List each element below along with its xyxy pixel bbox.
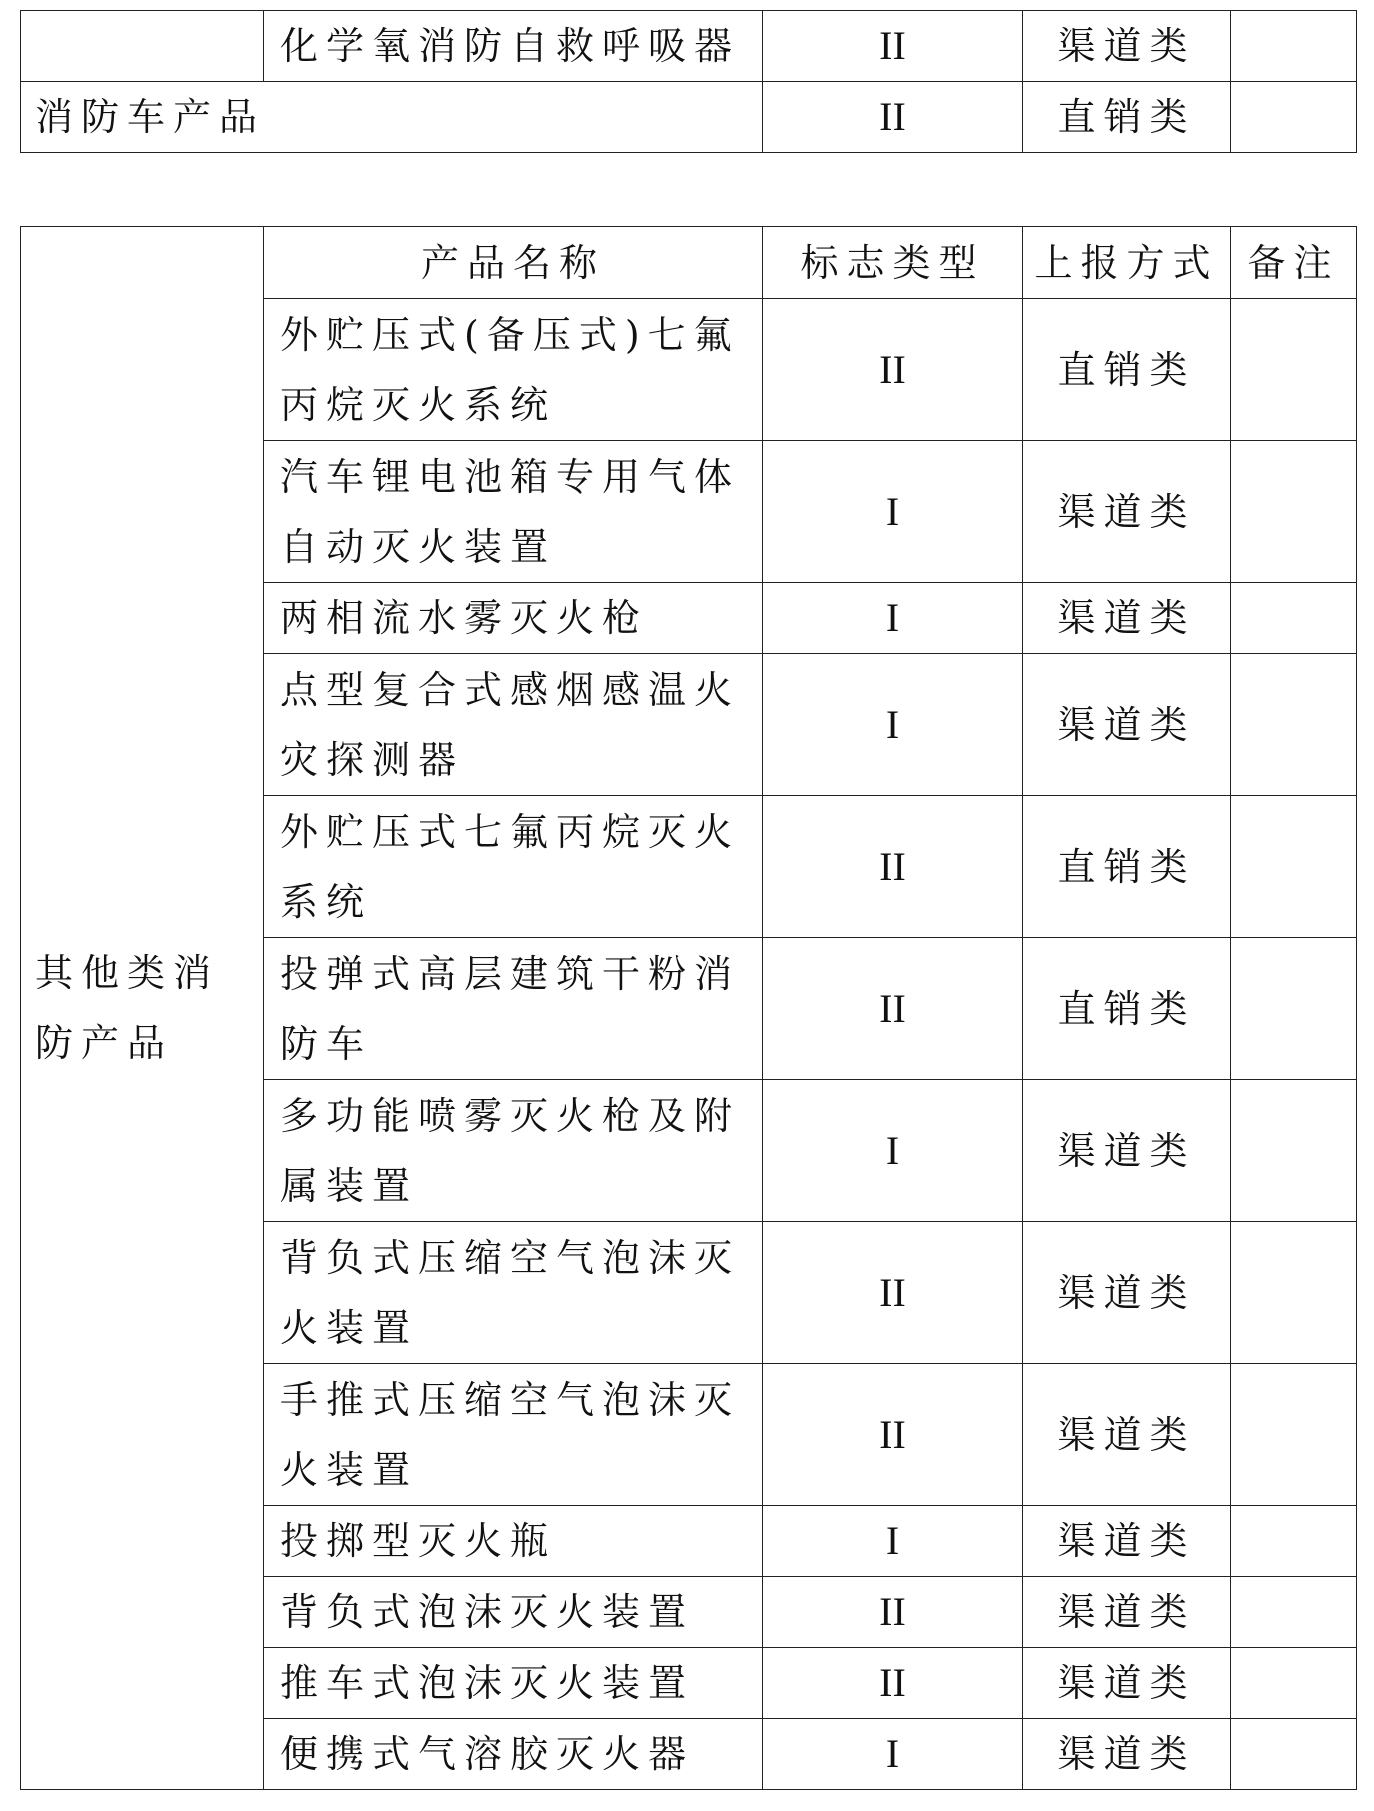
product-name-cell: 手推式压缩空气泡沫灭火装置: [264, 1364, 763, 1506]
report-method-cell: 直销类: [1023, 82, 1231, 153]
report-method-cell: 渠道类: [1023, 1719, 1231, 1790]
product-name-cell: 投掷型灭火瓶: [264, 1506, 763, 1577]
product-name-cell: 化学氧消防自救呼吸器: [264, 11, 763, 82]
mark-type-cell: II: [763, 1648, 1023, 1719]
report-method-cell: 渠道类: [1023, 1577, 1231, 1648]
report-method-cell: 渠道类: [1023, 1080, 1231, 1222]
remark-cell: [1231, 82, 1357, 153]
header-product-name: 产品名称: [264, 227, 763, 299]
product-name-cell: 点型复合式感烟感温火灾探测器: [264, 654, 763, 796]
mark-type-cell: II: [763, 11, 1023, 82]
mark-type-cell: I: [763, 654, 1023, 796]
report-method-cell: 渠道类: [1023, 1364, 1231, 1506]
category-cell: 消防车产品: [21, 82, 763, 153]
mark-type-cell: II: [763, 796, 1023, 938]
product-name-cell: 外贮压式七氟丙烷灭火系统: [264, 796, 763, 938]
report-method-cell: 直销类: [1023, 796, 1231, 938]
report-method-cell: 渠道类: [1023, 441, 1231, 583]
mark-type-cell: I: [763, 1506, 1023, 1577]
report-method-cell: 渠道类: [1023, 11, 1231, 82]
remark-cell: [1231, 1577, 1357, 1648]
header-mark-type: 标志类型: [763, 227, 1023, 299]
table-main: [20, 226, 1357, 1790]
remark-cell: [1231, 1364, 1357, 1506]
report-method-cell: 渠道类: [1023, 583, 1231, 654]
product-name-cell: 便携式气溶胶灭火器: [264, 1719, 763, 1790]
remark-cell: [1231, 796, 1357, 938]
category-cell: [21, 11, 264, 82]
remark-cell: [1231, 441, 1357, 583]
header-report-method: 上报方式: [1023, 227, 1231, 299]
remark-cell: [1231, 1719, 1357, 1790]
remark-cell: [1231, 938, 1357, 1080]
product-name-cell: 推车式泡沫灭火装置: [264, 1648, 763, 1719]
product-name-cell: 投弹式高层建筑干粉消防车: [264, 938, 763, 1080]
report-method-cell: 渠道类: [1023, 1222, 1231, 1364]
mark-type-cell: II: [763, 299, 1023, 441]
report-method-cell: 渠道类: [1023, 1506, 1231, 1577]
remark-cell: [1231, 1648, 1357, 1719]
remark-cell: [1231, 1506, 1357, 1577]
product-name-cell: 外贮压式(备压式)七氟丙烷灭火系统: [264, 299, 763, 441]
mark-type-cell: II: [763, 938, 1023, 1080]
mark-type-cell: I: [763, 441, 1023, 583]
header-remark: 备注: [1231, 227, 1357, 299]
mark-type-cell: I: [763, 1719, 1023, 1790]
product-name-cell: 多功能喷雾灭火枪及附属装置: [264, 1080, 763, 1222]
remark-cell: [1231, 1080, 1357, 1222]
table-row: [21, 11, 1357, 82]
product-name-cell: 汽车锂电池箱专用气体自动灭火装置: [264, 441, 763, 583]
report-method-cell: 渠道类: [1023, 1648, 1231, 1719]
remark-cell: [1231, 1222, 1357, 1364]
product-name-cell: 两相流水雾灭火枪: [264, 583, 763, 654]
remark-cell: [1231, 11, 1357, 82]
table-header-row: [21, 227, 1357, 299]
table-row: [21, 82, 1357, 153]
product-name-cell: 背负式压缩空气泡沫灭火装置: [264, 1222, 763, 1364]
remark-cell: [1231, 654, 1357, 796]
mark-type-cell: I: [763, 1080, 1023, 1222]
product-name-cell: 背负式泡沫灭火装置: [264, 1577, 763, 1648]
mark-type-cell: II: [763, 1364, 1023, 1506]
mark-type-cell: II: [763, 1222, 1023, 1364]
remark-cell: [1231, 583, 1357, 654]
table-top: [20, 10, 1357, 153]
report-method-cell: 直销类: [1023, 299, 1231, 441]
category-cell: 其他类消防产品: [21, 227, 264, 1790]
mark-type-cell: II: [763, 82, 1023, 153]
report-method-cell: 渠道类: [1023, 654, 1231, 796]
mark-type-cell: II: [763, 1577, 1023, 1648]
remark-cell: [1231, 299, 1357, 441]
mark-type-cell: I: [763, 583, 1023, 654]
report-method-cell: 直销类: [1023, 938, 1231, 1080]
